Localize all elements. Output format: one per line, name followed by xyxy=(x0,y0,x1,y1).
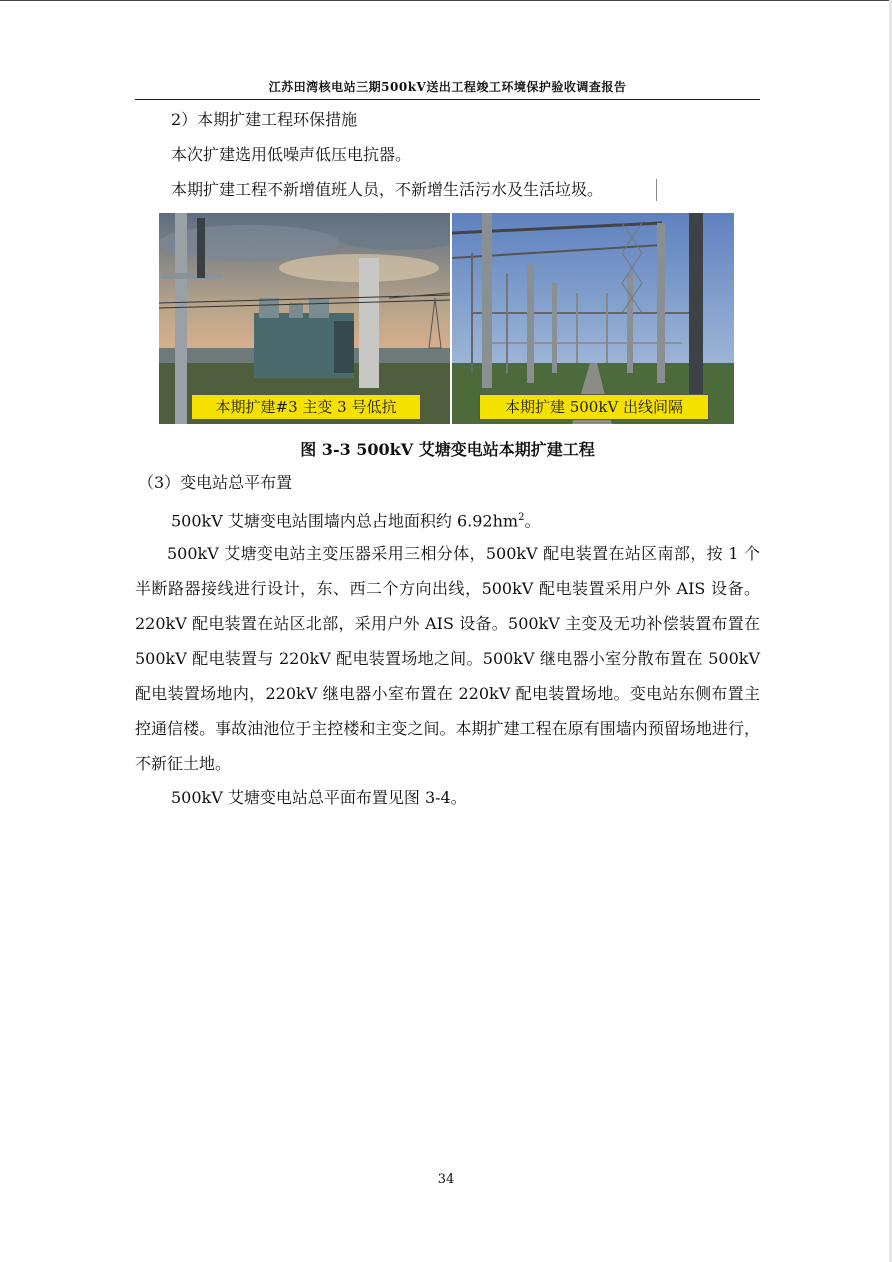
header-rule xyxy=(135,99,760,100)
site-area-text: 500kV 艾塘变电站围墙内总占地面积约 6.92hm xyxy=(171,511,519,531)
report-header-title: 江苏田湾核电站三期500kV送出工程竣工环境保护验收调查报告 xyxy=(268,80,627,94)
section-heading-general-layout: （3）变电站总平布置 xyxy=(138,473,293,492)
photo-right-label: 本期扩建 500kV 出线间隔 xyxy=(479,394,709,420)
photo-left-label: 本期扩建#3 主变 3 号低抗 xyxy=(191,394,421,420)
layout-figure-reference: 500kV 艾塘变电站总平面布置见图 3-4。 xyxy=(171,788,467,807)
page-top-border xyxy=(0,0,892,1)
text-cursor xyxy=(656,179,657,201)
site-area-superscript: 2 xyxy=(518,512,525,523)
site-area-sentence xyxy=(171,508,540,531)
page-number: 34 xyxy=(437,1172,455,1187)
site-area-period: 。 xyxy=(524,511,541,531)
photo-500kv-line-bay xyxy=(452,213,734,424)
photo-transformer-reactor xyxy=(159,213,450,424)
figure-caption: 图 3-3 500kV 艾塘变电站本期扩建工程 xyxy=(300,440,595,459)
reactor-sentence: 本次扩建选用低噪声低压电抗器。 xyxy=(171,145,412,164)
section-heading-environmental-measures: 2）本期扩建工程环保措施 xyxy=(171,110,358,129)
layout-description-paragraph: 500kV 艾塘变电站主变压器采用三相分体，500kV 配电装置在站区南部，按 1 个半断路器接线进行设计，东、西二个方向出线，500kV 配电装置采用户外 AIS 设备。220kV 配电装置在站区北部，采用户外 AIS 设备。500kV 主变及无功补偿装置布置在 500kV 配电装置与 220kV 配电装置场地之间。500kV 继电器小室分散布置在 500kV 配电装置场地内，220kV 继电器小室布置在 220kV 配电装置场地。变电站东侧布置主控通信楼。事故油池位于主控楼和主变之间。本期扩建工程在原有围墙内预留场地进行，不新征土地。 xyxy=(135,544,760,773)
staffing-sentence: 本期扩建工程不新增值班人员，不新增生活污水及生活垃圾。 xyxy=(171,180,604,199)
